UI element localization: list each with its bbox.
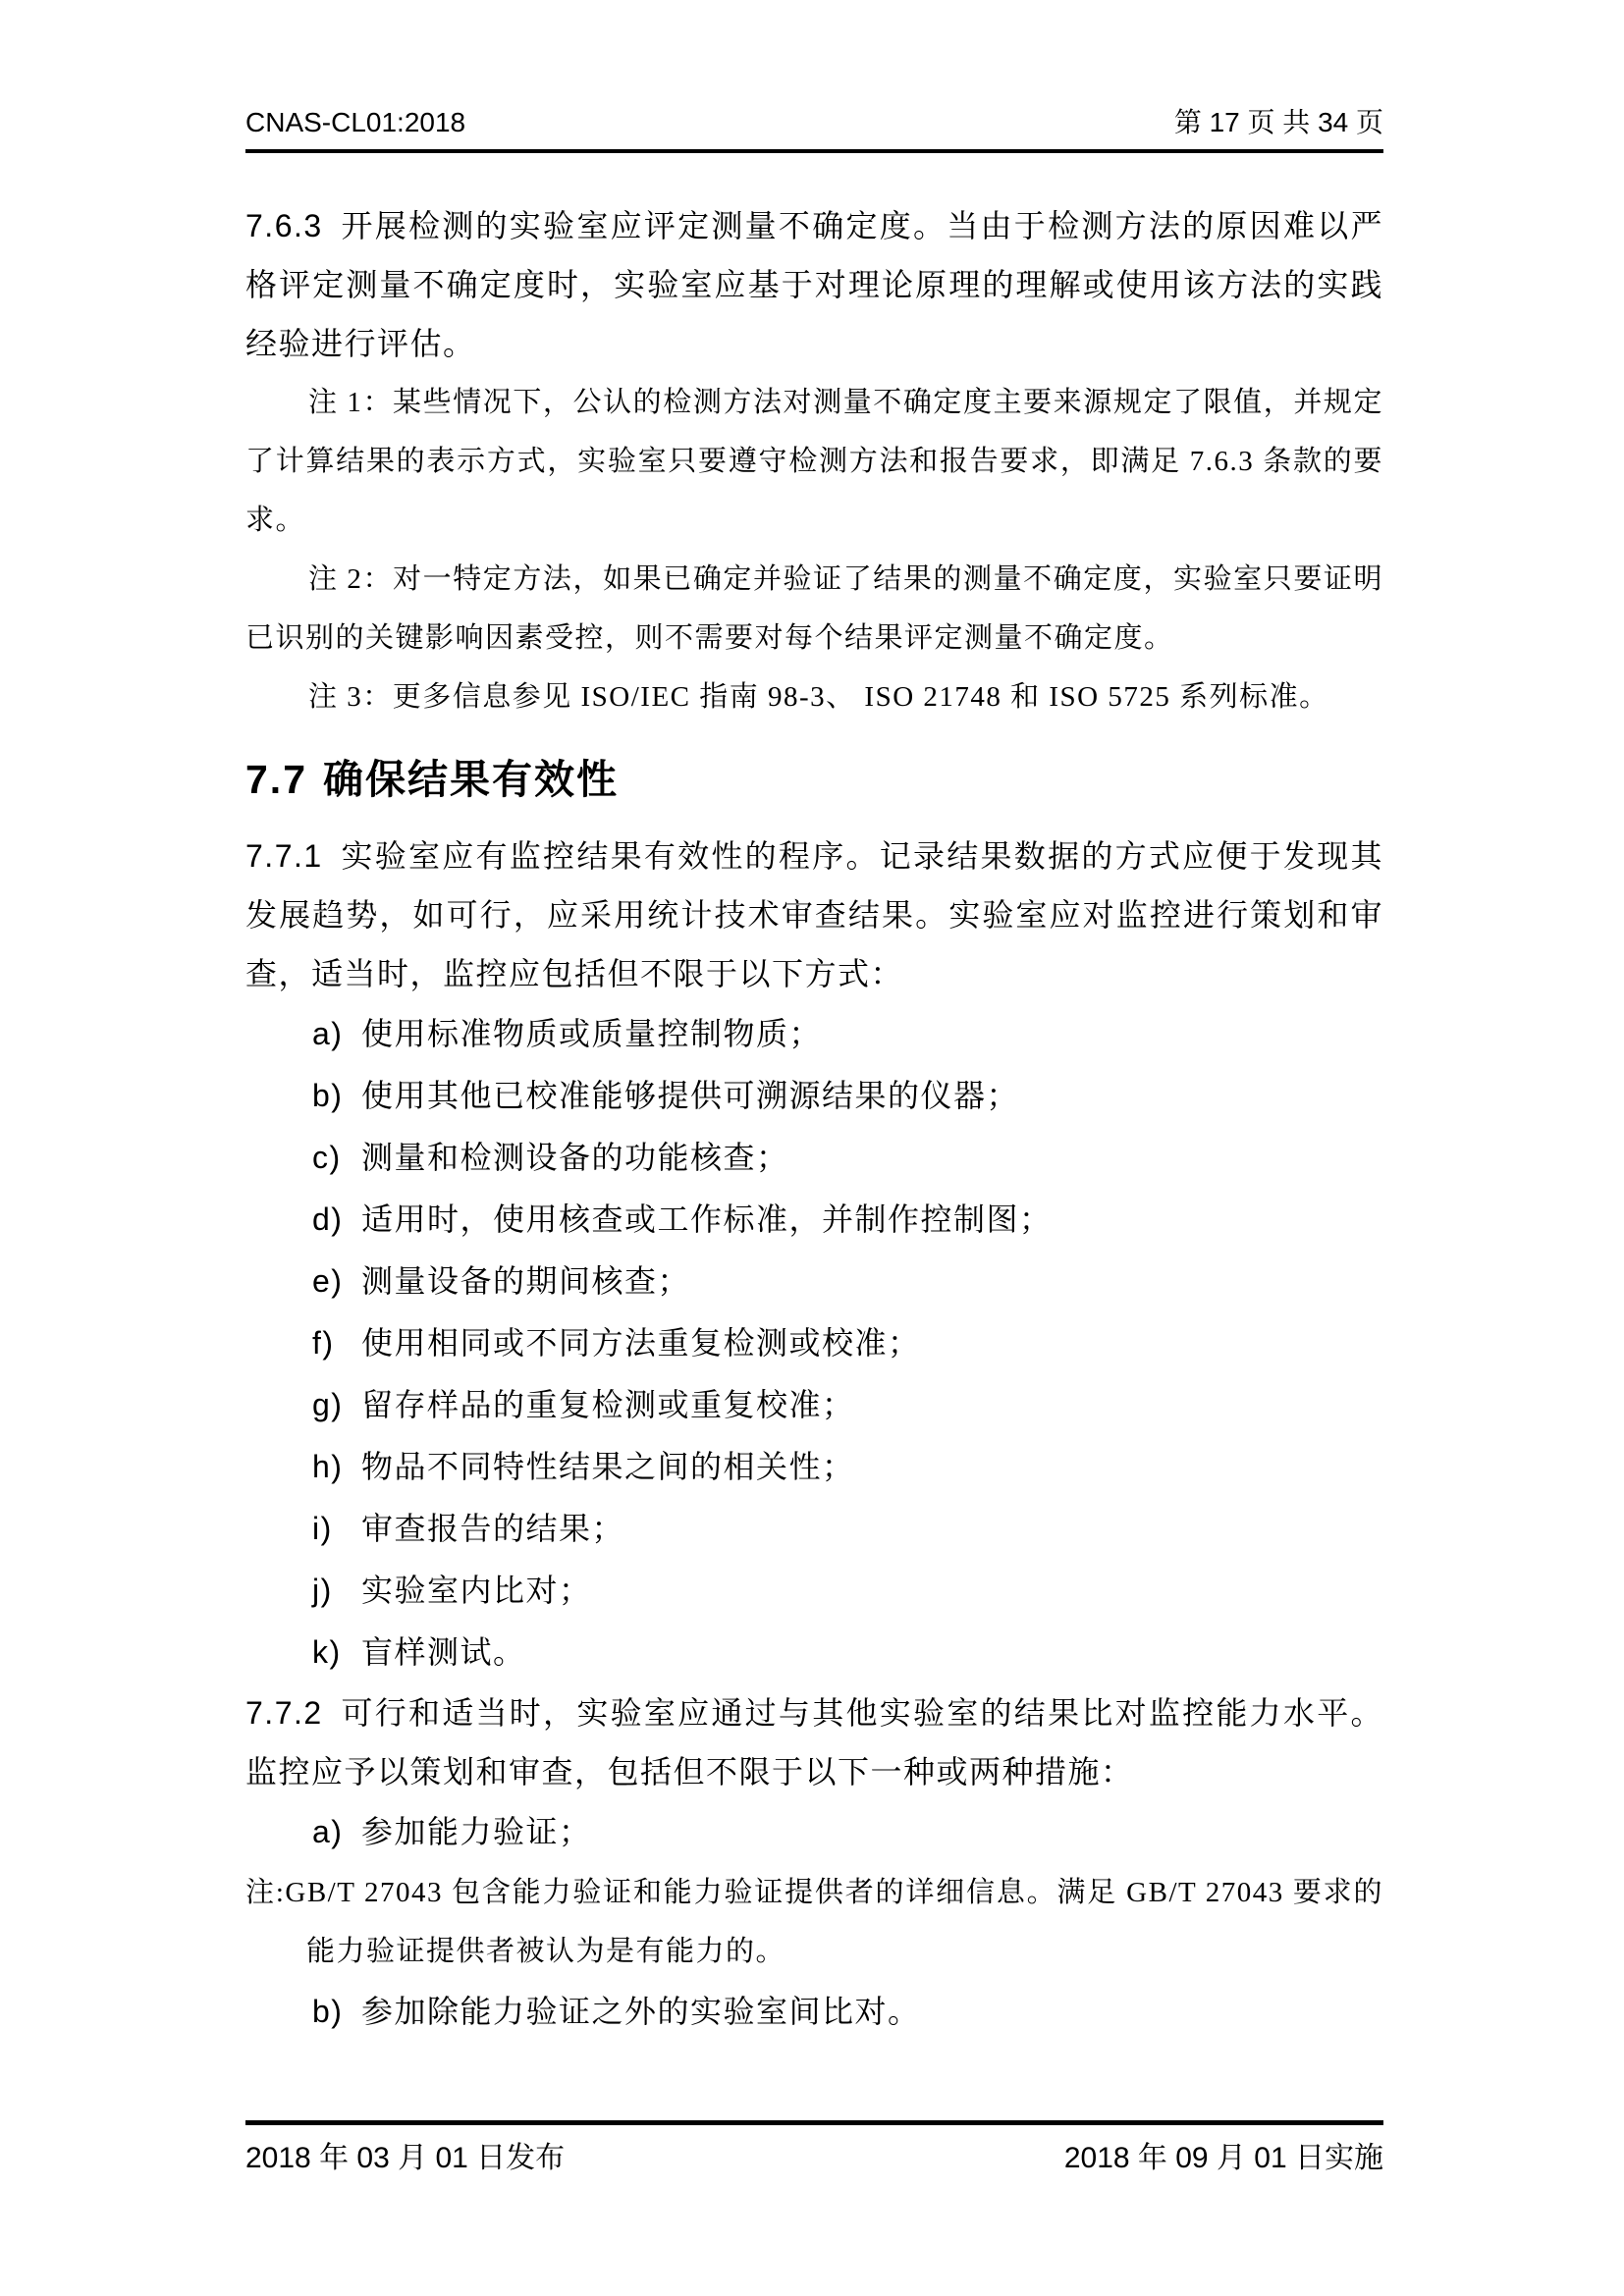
clause-number: 7.7.1 — [245, 838, 323, 874]
clause-text: 开展检测的实验室应评定测量不确定度。当由于检测方法的原因难以严格评定测量不确定度时，实验室应基于对理论原理的理解或使用该方法的实践经验进行评估。 — [245, 208, 1383, 361]
section-title: 确保结果有效性 — [323, 757, 619, 802]
clause-7-7-1 — [245, 827, 1383, 1003]
item-text: 参加能力验证； — [361, 1814, 592, 1849]
list-item — [312, 1065, 1383, 1127]
item-text: 测量设备的期间核查； — [361, 1263, 691, 1299]
page-footer — [245, 2120, 1383, 2176]
list-item — [312, 1189, 1383, 1251]
list-item — [312, 1312, 1383, 1374]
clause-7-6-3 — [245, 196, 1383, 373]
item-text: 审查报告的结果； — [361, 1511, 625, 1546]
issue-date: 2018 年 03 月 01 日发布 — [245, 2142, 566, 2174]
clause-7-7-2 — [245, 1683, 1383, 1801]
list-item — [312, 1981, 1383, 2043]
item-text: 留存样品的重复检测或重复校准； — [361, 1387, 855, 1422]
item-marker: d) — [312, 1201, 344, 1237]
comparison-measures-list — [245, 1801, 1383, 1863]
list-item — [312, 1127, 1383, 1189]
item-marker: a) — [312, 1016, 344, 1051]
note-1: 注 1：某些情况下，公认的检测方法对测量不确定度主要来源规定了限值，并规定了计算结果的表示方式，实验室只要遵守检测方法和报告要求，即满足 7.6.3 条款的要求。 — [245, 387, 1383, 536]
section-number: 7.7 — [245, 757, 307, 802]
list-item — [312, 1560, 1383, 1622]
item-marker: f) — [312, 1325, 335, 1361]
list-item — [312, 1003, 1383, 1065]
item-text: 物品不同特性结果之间的相关性； — [361, 1449, 855, 1484]
list-item — [312, 1622, 1383, 1683]
item-marker: a) — [312, 1814, 344, 1849]
list-item — [312, 1251, 1383, 1312]
item-text: 使用其他已校准能够提供可溯源结果的仪器； — [361, 1078, 1020, 1113]
page-header — [245, 106, 1383, 153]
doc-code: CNAS-CL01:2018 — [245, 107, 466, 137]
list-item — [312, 1498, 1383, 1560]
item-marker: j) — [312, 1573, 333, 1608]
item-marker: e) — [312, 1263, 344, 1299]
note-gbt-27043: 注:GB/T 27043 包含能力验证和能力验证提供者的详细信息。满足 GB/T 27043 要求的能力验证提供者被认为是有能力的。 — [245, 1877, 1383, 1967]
clause-text: 可行和适当时，实验室应通过与其他实验室的结果比对监控能力水平。监控应予以策划和审查，包括但不限于以下一种或两种措施： — [245, 1695, 1383, 1789]
implementation-date: 2018 年 09 月 01 日实施 — [1063, 2142, 1383, 2174]
clause-text: 实验室应有监控结果有效性的程序。记录结果数据的方式应便于发现其发展趋势，如可行，应采用统计技术审查结果。实验室应对监控进行策划和审查，适当时，监控应包括但不限于以下方式： — [245, 838, 1383, 991]
item-text: 参加除能力验证之外的实验室间比对。 — [361, 1994, 921, 2029]
item-marker: c) — [312, 1140, 342, 1175]
note-2: 注 2：对一特定方法，如果已确定并验证了结果的测量不确定度，实验室只要证明已识别的关键影响因素受控，则不需要对每个结果评定测量不确定度。 — [245, 563, 1383, 654]
item-text: 适用时，使用核查或工作标准，并制作控制图； — [361, 1201, 1053, 1237]
item-text: 测量和检测设备的功能核查； — [361, 1140, 789, 1175]
monitoring-methods-list — [245, 1003, 1383, 1683]
item-text: 实验室内比对； — [361, 1573, 592, 1608]
note-3: 注 3：更多信息参见 ISO/IEC 指南 98-3、 ISO 21748 和 ISO 5725 系列标准。 — [308, 681, 1329, 713]
item-text: 盲样测试。 — [361, 1634, 526, 1670]
list-item — [312, 1374, 1383, 1436]
page-number: 第 17 页 共 34 页 — [1173, 107, 1383, 137]
item-marker: b) — [312, 1994, 344, 2029]
list-item — [312, 1801, 1383, 1863]
item-text: 使用相同或不同方法重复检测或校准； — [361, 1325, 921, 1361]
item-marker: k) — [312, 1634, 342, 1670]
section-heading-7-7 — [245, 752, 1383, 807]
clause-number: 7.6.3 — [245, 208, 323, 243]
list-item — [312, 1436, 1383, 1498]
item-marker: h) — [312, 1449, 344, 1484]
clause-number: 7.7.2 — [245, 1695, 323, 1731]
document-body — [245, 196, 1383, 2043]
item-marker: g) — [312, 1387, 344, 1422]
comparison-measures-list — [245, 1981, 1383, 2043]
item-marker: i) — [312, 1511, 333, 1546]
item-marker: b) — [312, 1078, 344, 1113]
item-text: 使用标准物质或质量控制物质； — [361, 1016, 823, 1051]
